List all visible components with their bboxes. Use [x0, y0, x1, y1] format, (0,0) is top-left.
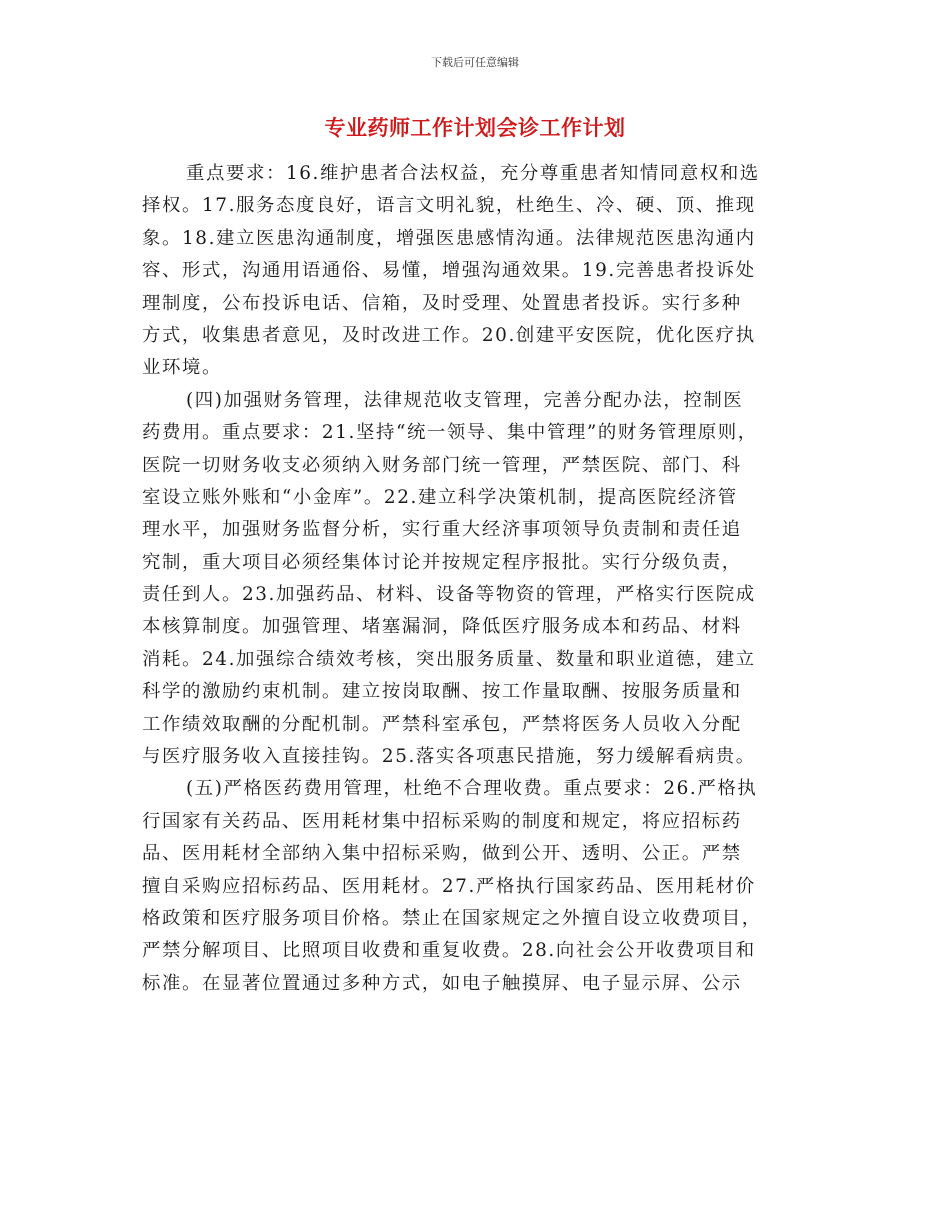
text-line: 本核算制度。加强管理、堵塞漏洞，降低医疗服务成本和药品、材料: [142, 616, 742, 638]
text-line: 与医疗服务收入直接挂钩。25.落实各项惠民措施，努力缓解看病贵。: [142, 746, 756, 768]
text-line: 择权。17.服务态度良好，语言文明礼貌，杜绝生、冷、硬、顶、推现: [142, 195, 756, 217]
text-line: 理制度，公布投诉电话、信箱，及时受理、处置患者投诉。实行多种: [142, 292, 742, 314]
text-line: 重点要求：16.维护患者合法权益，充分尊重患者知情同意权和选: [186, 163, 760, 184]
text-line: 方式，收集患者意见，及时改进工作。20.创建平安医院，优化医疗执: [142, 324, 756, 346]
document-body: [142, 158, 810, 1000]
text-line: (四)加强财务管理，法律规范收支管理，完善分配办法，控制医: [186, 389, 744, 411]
text-line: 品、医用耗材全部纳入集中招标采购，做到公开、透明、公正。严禁: [142, 843, 742, 865]
text-line: 格政策和医疗服务项目价格。禁止在国家规定之外擅自设立收费项目，: [142, 907, 762, 929]
text-line: 标准。在显著位置通过多种方式，如电子触摸屏、电子显示屏、公示: [142, 972, 742, 994]
text-line: 严禁分解项目、比照项目收费和重复收费。28.向社会公开收费项目和: [142, 940, 756, 962]
text-line: 室设立账外账和“小金库”。22.建立科学决策机制，提高医院经济管: [142, 486, 738, 508]
text-line: 责任到人。23.加强药品、材料、设备等物资的管理，严格实行医院成: [142, 584, 756, 606]
text-line: 行国家有关药品、医用耗材集中招标采购的制度和规定，将应招标药: [142, 810, 742, 832]
text-line: 科学的激励约束机制。建立按岗取酬、按工作量取酬、按服务质量和: [142, 681, 742, 703]
text-line: 擅自采购应招标药品、医用耗材。27.严格执行国家药品、医用耗材价: [142, 875, 756, 897]
text-line: 象。18.建立医患沟通制度，增强医患感情沟通。法律规范医患沟通内: [142, 227, 756, 249]
text-line: (五)严格医药费用管理，杜绝不合理收费。重点要求：26.严格执: [186, 778, 758, 800]
text-line: 究制，重大项目必须经集体讨论并按规定程序报批。实行分级负责，: [142, 551, 742, 573]
text-line: 容、形式，沟通用语通俗、易懂，增强沟通效果。19.完善患者投诉处: [142, 260, 756, 282]
document-title: 专业药师工作计划会诊工作计划: [324, 116, 626, 140]
header-note: 下载后可任意编辑: [431, 56, 519, 69]
text-line: 医院一切财务收支必须纳入财务部门统一管理，严禁医院、部门、科: [142, 454, 742, 476]
text-line: 理水平，加强财务监督分析，实行重大经济事项领导负责制和责任追: [142, 519, 742, 541]
text-line: 消耗。24.加强综合绩效考核，突出服务质量、数量和职业道德，建立: [142, 648, 756, 670]
text-line: 工作绩效取酬的分配机制。严禁科室承包，严禁将医务人员收入分配: [142, 713, 742, 735]
text-line: 药费用。重点要求：21.坚持“统一领导、集中管理”的财务管理原则，: [142, 422, 758, 444]
text-line: 业环境。: [142, 357, 222, 379]
